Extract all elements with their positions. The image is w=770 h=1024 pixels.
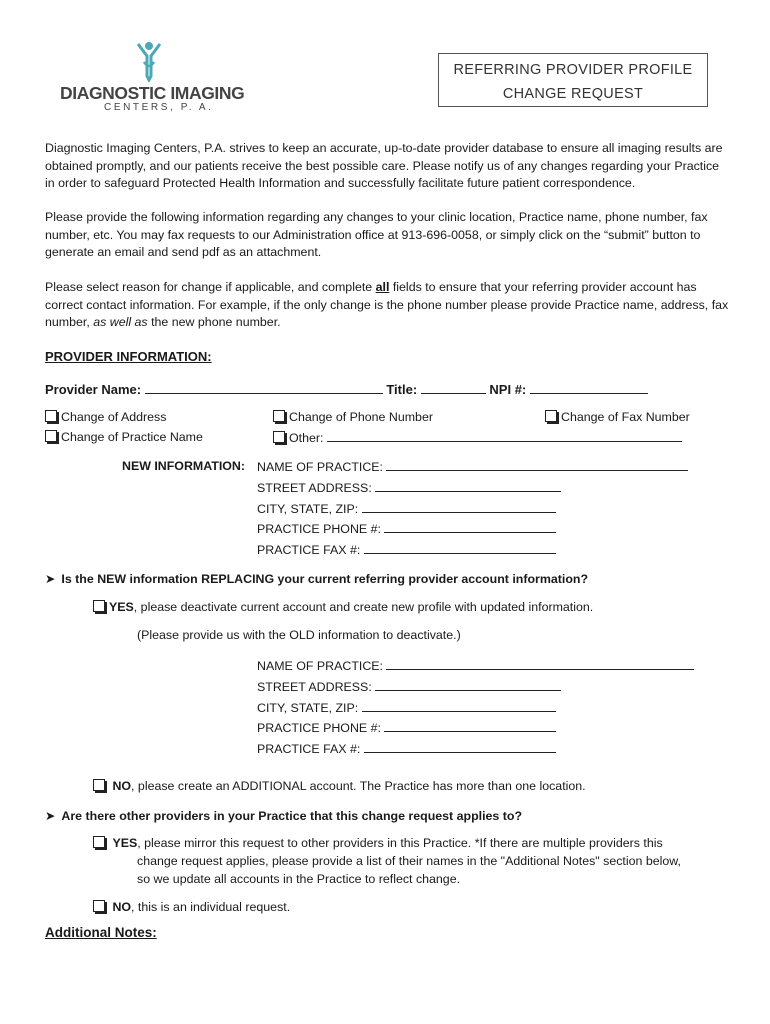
old-city-row — [257, 700, 556, 715]
field-label: NAME OF PRACTICE: — [257, 460, 383, 474]
option-other[interactable] — [273, 430, 682, 445]
option-change-address[interactable] — [45, 410, 166, 424]
new-fax-row — [257, 542, 556, 557]
field-label: CITY, STATE, ZIP: — [257, 502, 359, 516]
yes-text-line1: , please mirror this request to other providers in this Practice. *If there are multiple providers this — [137, 836, 663, 850]
form-title-line2: CHANGE REQUEST — [502, 86, 644, 102]
no-text: , this is an individual request. — [131, 900, 291, 914]
arrow-bullet-icon: ➤ — [45, 572, 56, 586]
new-city-field[interactable] — [362, 501, 556, 513]
p3-text-c: fields to ensure that your referring provider account has correct contact information. For example, if the only change is the phone number please provide Practice name, address, fax number, — [45, 280, 729, 330]
question-text: Are there other providers in your Practice that this change request applies to? — [61, 809, 523, 823]
field-label: STREET ADDRESS: — [257, 481, 372, 495]
intro-paragraph-3 — [45, 279, 730, 332]
option-label: Change of Address — [61, 410, 167, 424]
checkbox-icon[interactable] — [545, 410, 557, 422]
checkbox-icon[interactable] — [273, 431, 285, 443]
option-no-additional[interactable] — [93, 779, 586, 793]
new-phone-row — [257, 521, 556, 536]
field-label: CITY, STATE, ZIP: — [257, 701, 359, 715]
p3-text-e: the new phone number. — [147, 315, 281, 330]
new-fax-field[interactable] — [364, 542, 556, 554]
provider-name-label: Provider Name: — [45, 382, 142, 397]
new-practice-name-field[interactable] — [386, 459, 688, 471]
logo-figure-icon — [136, 40, 162, 82]
other-field[interactable] — [327, 430, 682, 442]
no-label: NO — [112, 779, 132, 793]
old-street-row — [257, 679, 561, 694]
field-label: STREET ADDRESS: — [257, 680, 372, 694]
provider-name-row — [45, 382, 648, 397]
new-phone-field[interactable] — [384, 521, 556, 533]
provider-name-field[interactable] — [145, 382, 383, 394]
option-yes-mirror[interactable] — [93, 836, 663, 850]
npi-label: NPI #: — [489, 382, 527, 397]
p3-emphasis-all: all — [375, 280, 390, 294]
field-label: NAME OF PRACTICE: — [257, 659, 383, 673]
old-phone-field[interactable] — [384, 720, 556, 732]
checkbox-icon[interactable] — [93, 900, 105, 912]
question-replacing — [45, 571, 588, 586]
yes-label: YES — [109, 600, 134, 614]
field-label: PRACTICE FAX #: — [257, 742, 361, 756]
yes-text-line2: change request applies, please provide a list of their names in the "Additional Notes" section below, — [137, 854, 681, 868]
option-label: Change of Practice Name — [61, 430, 203, 444]
old-fax-row — [257, 741, 556, 756]
old-city-field[interactable] — [362, 700, 556, 712]
arrow-bullet-icon: ➤ — [45, 809, 56, 823]
option-label: Change of Phone Number — [289, 410, 433, 424]
intro-paragraph-2: Please provide the following information regarding any changes to your clinic location, Practice name, phone number, fax number, etc. You may fax requests to our Administration office at 913-696-0058, or simply click on the “submit” button to generate an email and send pdf as an attachment. — [45, 210, 708, 260]
logo-title: DIAGNOSTIC IMAGING — [60, 83, 245, 103]
checkbox-icon[interactable] — [93, 600, 105, 612]
checkbox-icon[interactable] — [45, 430, 57, 442]
question-other-providers — [45, 808, 522, 823]
option-label: Change of Fax Number — [561, 410, 690, 424]
logo-subtitle: CENTERS, P. A. — [104, 102, 214, 113]
deactivate-note: (Please provide us with the OLD information to deactivate.) — [137, 628, 461, 642]
question-text: Is the NEW information REPLACING your current referring provider account information? — [61, 572, 589, 586]
yes-text: , please deactivate current account and create new profile with updated information. — [133, 600, 594, 614]
npi-field[interactable] — [530, 382, 648, 394]
field-label: PRACTICE PHONE #: — [257, 522, 381, 536]
option-no-individual[interactable] — [93, 900, 290, 914]
new-city-row — [257, 501, 556, 516]
old-fax-field[interactable] — [364, 741, 556, 753]
provider-info-heading: PROVIDER INFORMATION: — [45, 349, 212, 364]
checkbox-icon[interactable] — [273, 410, 285, 422]
title-field[interactable] — [421, 382, 486, 394]
old-street-field[interactable] — [375, 679, 561, 691]
form-title-line1: REFERRING PROVIDER PROFILE — [453, 62, 693, 78]
option-change-fax[interactable] — [545, 410, 690, 424]
field-label: PRACTICE PHONE #: — [257, 721, 381, 735]
checkbox-icon[interactable] — [93, 836, 105, 848]
option-change-phone[interactable] — [273, 410, 433, 424]
additional-notes-heading: Additional Notes: — [45, 925, 157, 940]
new-practice-name-row — [257, 459, 688, 474]
old-practice-name-field[interactable] — [386, 658, 694, 670]
option-change-practice-name[interactable] — [45, 430, 203, 444]
no-text: , please create an ADDITIONAL account. The Practice has more than one location. — [131, 779, 586, 793]
form-title-box — [438, 53, 708, 107]
option-yes-replace[interactable] — [93, 600, 593, 614]
yes-text-line3: so we update all accounts in the Practice to reflect change. — [137, 872, 461, 886]
checkbox-icon[interactable] — [45, 410, 57, 422]
option-label: Other: — [289, 431, 324, 445]
intro-paragraph-1: Diagnostic Imaging Centers, P.A. strives to keep an accurate, up-to-date provider database to ensure all imaging results are obtained promptly, and our patients receive the best possible care. Please notify us of any changes regarding your Practice in order to safeguard Protected Health Information and successfully facilitate future patient correspondence. — [45, 141, 723, 191]
old-practice-name-row — [257, 658, 694, 673]
no-label: NO — [112, 900, 132, 914]
p3-emphasis-as-well-as: as well as — [93, 315, 148, 330]
field-label: PRACTICE FAX #: — [257, 543, 361, 557]
p3-text-a: Please select reason for change if applicable, and complete — [45, 280, 376, 294]
checkbox-icon[interactable] — [93, 779, 105, 791]
title-label: Title: — [386, 382, 418, 397]
new-street-row — [257, 480, 561, 495]
yes-label: YES — [112, 836, 138, 850]
new-street-field[interactable] — [375, 480, 561, 492]
new-info-label: NEW INFORMATION: — [122, 459, 245, 473]
old-phone-row — [257, 720, 556, 735]
